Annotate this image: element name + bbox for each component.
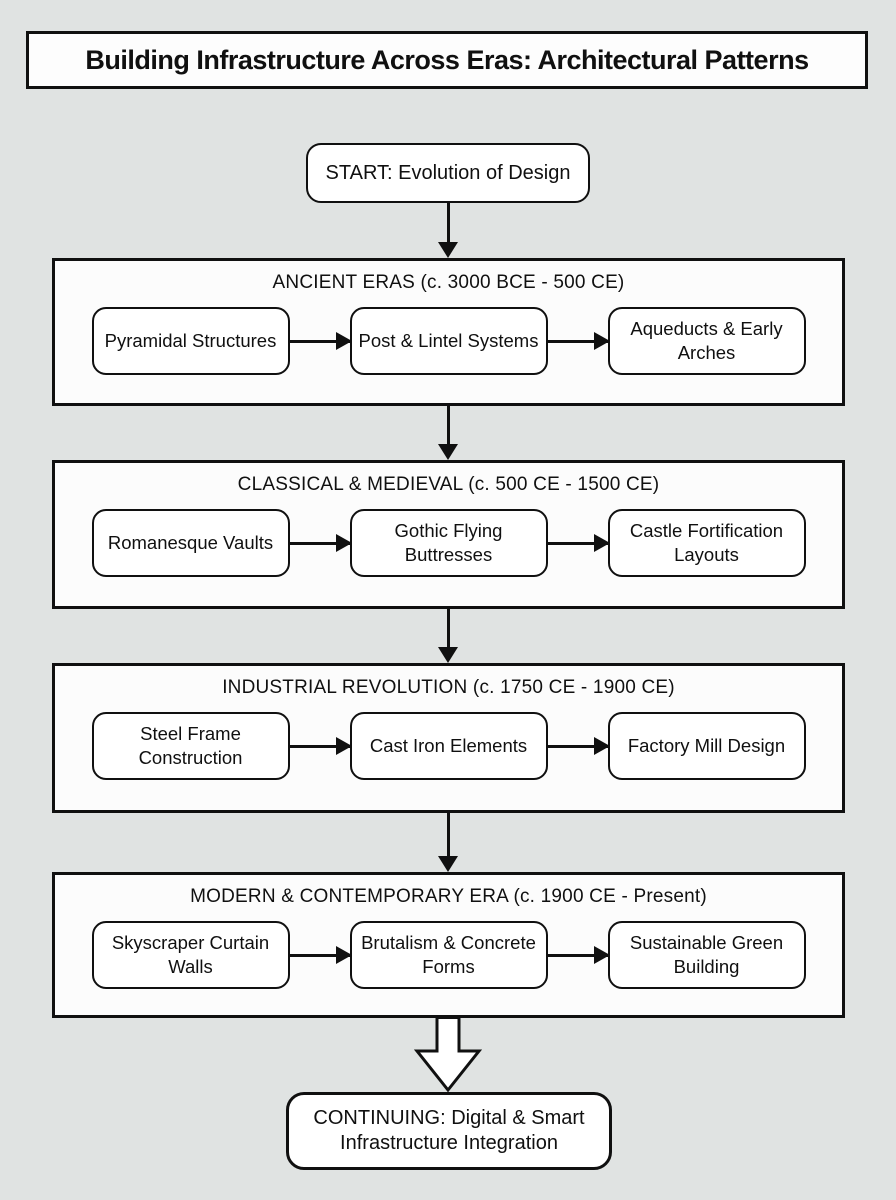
section-classical-medieval-title: CLASSICAL & MEDIEVAL (c. 500 CE - 1500 CE) — [237, 474, 660, 495]
right-arrow-icon — [290, 340, 350, 343]
big-down-arrow-icon — [408, 1016, 488, 1094]
section-ancient-eras-title: ANCIENT ERAS (c. 3000 BCE - 500 CE) — [272, 272, 625, 293]
node-label: Gothic Flying Buttresses — [394, 519, 503, 565]
end-node — [286, 1092, 612, 1170]
right-arrow-icon — [548, 745, 608, 748]
node-label: Sustainable Green Building — [629, 931, 784, 977]
start-node — [306, 143, 590, 203]
right-arrow-icon — [548, 340, 608, 343]
section-modern-contemporary-title: MODERN & CONTEMPORARY ERA (c. 1900 CE - Present) — [190, 886, 707, 907]
node-castle-fortification-layouts — [608, 509, 806, 577]
node-pyramidal-structures — [92, 307, 290, 375]
section-modern-contemporary-row — [92, 921, 806, 989]
diagram-title-text: Building Infrastructure Across Eras: Architectural Patterns — [85, 44, 809, 75]
node-cast-iron-elements — [350, 712, 548, 780]
section-ancient-eras-row — [92, 307, 806, 375]
right-arrow-icon — [548, 542, 608, 545]
node-sustainable-green-building — [608, 921, 806, 989]
right-arrow-icon — [548, 954, 608, 957]
diagram-title — [26, 31, 868, 89]
node-label: Castle Fortification Layouts — [629, 519, 784, 565]
node-label: Brutalism & Concrete Forms — [361, 931, 536, 977]
right-arrow-icon — [290, 542, 350, 545]
section-modern-contemporary — [52, 872, 845, 1018]
node-gothic-flying-buttresses — [350, 509, 548, 577]
right-arrow-icon — [290, 745, 350, 748]
section-industrial-revolution — [52, 663, 845, 813]
node-label: Steel Frame Construction — [138, 722, 243, 768]
section-ancient-eras — [52, 258, 845, 406]
node-label: Cast Iron Elements — [369, 734, 528, 756]
node-post-lintel-systems — [350, 307, 548, 375]
node-label: Pyramidal Structures — [104, 329, 277, 351]
node-label: Aqueducts & Early Arches — [630, 317, 783, 363]
node-skyscraper-curtain-walls — [92, 921, 290, 989]
end-node-label: CONTINUING: Digital & Smart Infrastructure Integration — [313, 1107, 585, 1154]
down-arrow-icon — [437, 813, 459, 872]
down-arrow-icon — [437, 609, 459, 663]
section-classical-medieval-row — [92, 509, 806, 577]
node-factory-mill-design — [608, 712, 806, 780]
section-classical-medieval — [52, 460, 845, 609]
down-arrow-icon — [437, 406, 459, 460]
down-arrow-icon — [437, 203, 459, 258]
section-industrial-revolution-title: INDUSTRIAL REVOLUTION (c. 1750 CE - 1900 CE) — [222, 677, 675, 698]
node-brutalism-concrete-forms — [350, 921, 548, 989]
node-label: Romanesque Vaults — [107, 531, 274, 553]
node-romanesque-vaults — [92, 509, 290, 577]
section-industrial-revolution-row — [92, 712, 806, 780]
start-node-label: START: Evolution of Design — [325, 161, 571, 184]
node-steel-frame-construction — [92, 712, 290, 780]
right-arrow-icon — [290, 954, 350, 957]
node-label: Factory Mill Design — [627, 734, 786, 756]
node-label: Post & Lintel Systems — [358, 329, 539, 351]
node-aqueducts-early-arches — [608, 307, 806, 375]
node-label: Skyscraper Curtain Walls — [111, 931, 270, 977]
